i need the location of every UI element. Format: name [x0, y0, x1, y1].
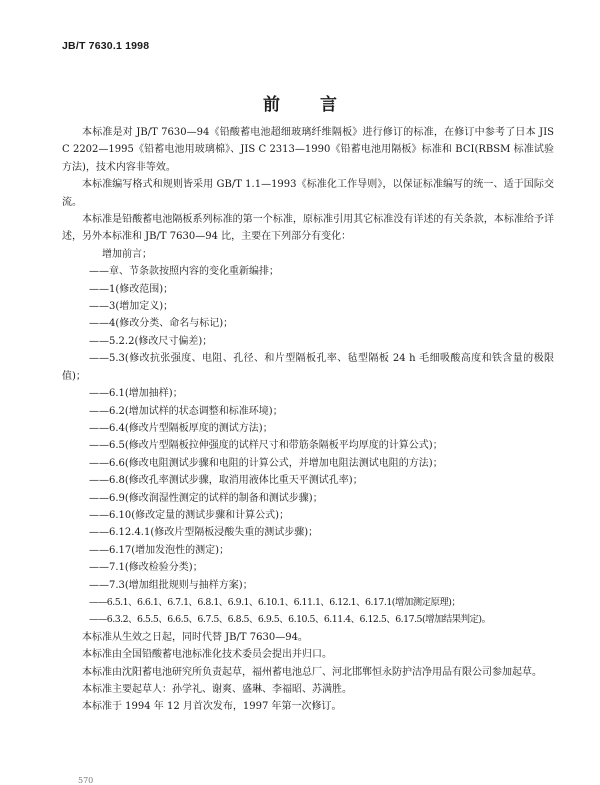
standard-code: JB/T 7630.1 1998 [62, 40, 150, 52]
change-item: ——6.5(修改片型隔板拉伸强度的试样尺寸和带筋条隔板平均厚度的计算公式)； [89, 440, 443, 452]
closing-proposer: 本标准由全国铅酸蓄电池标准化技术委员会提出并归口。 [82, 649, 332, 661]
paragraph-format: 本标准编写格式和规则皆采用 GB/T 1.1—1993《标准化工作导则》，以保证标准编写的统一、适于国际交流。 [62, 179, 554, 208]
paragraph-changes: 本标准是铅酸蓄电池隔板系列标准的第一个标准，原标准引用其它标准没有详述的有关条款，本标准给予详述，另外本标准和 JB/T 7630—94 比，主要在下列部分有变化： [62, 214, 554, 243]
change-item: ——7.3(增加组批规则与抽样方案)； [89, 579, 253, 591]
change-item: ——7.1(修改检验分类)； [89, 562, 203, 574]
foreword-body [62, 124, 554, 716]
change-item: ——6.6(修改电阻测试步骤和电阻的计算公式，并增加电阻法测试电阻的方法)； [89, 457, 443, 469]
closing-authors: 本标准主要起草人：孙学礼、谢爽、盛琳、李福昭、苏满胜。 [82, 684, 352, 695]
change-item: ——6.2(增加试样的状态调整和标准环境)； [89, 405, 283, 417]
change-item: ——6.8(修改孔率测试步骤，取消用液体比重天平测试孔率)； [89, 475, 363, 487]
change-item: ——3(增加定义)； [89, 301, 174, 313]
change-item: ——6.3.2、6.5.5、6.6.5、6.7.5、6.8.5、6.9.5、6.10.5、6.11.4、6.12.5、6.17.5(增加结果判定)。 [89, 614, 491, 626]
change-item: ——6.12.4.1(修改片型隔板浸酸失重的测试步骤)； [89, 527, 319, 539]
change-item: ——4(修改分类、命名与标记)； [89, 318, 234, 330]
paragraph-revision: 本标准是对 JB/T 7630—94《铅酸蓄电池超细玻璃纤维隔板》进行修订的标准，在修订中参考了日本 JIS C 2202—1995《铅蓄电池用玻璃棉》、JIS C 2313—1990《铅蓄电池用隔板》标准和 BCI(RBSM 标准试验方法)，技术内容非等效。 [62, 127, 554, 173]
change-item: ——章、节条款按照内容的变化重新编排； [89, 266, 279, 278]
change-item: ——6.1(增加抽样)； [89, 388, 183, 400]
change-item: ——1(修改范围)； [89, 283, 174, 295]
change-item: ——6.5.1、6.6.1、6.7.1、6.8.1、6.9.1、6.10.1、6.11.1、6.12.1、6.17.1(增加测定原理)； [89, 596, 461, 608]
change-item: ——6.4(修改片型隔板厚度的测试方法)； [89, 422, 273, 434]
closing-drafter: 本标准由沈阳蓄电池研究所负责起草，福州蓄电池总厂、河北邯郸恒永防护洁净用品有限公司参加起草。 [82, 666, 542, 678]
change-item: ——6.10(修改定量的测试步骤和计算公式)； [89, 509, 290, 521]
page-number: 570 [78, 776, 94, 785]
change-item: ——5.3(修改抗张强度、电阻、孔径、和片型隔板孔率、毡型隔板 24 h 毛细吸酸高度和铁含量的极限值)； [62, 353, 554, 382]
closing-history: 本标准于 1994 年 12 月首次发布，1997 年第一次修订。 [82, 701, 342, 713]
change-item: ——5.2.2(修改尺寸偏差)； [89, 335, 213, 347]
changes-intro: 增加前言； [102, 248, 152, 260]
closing-replacement: 本标准从生效之日起，同时代替 JB/T 7630—94。 [82, 631, 308, 643]
page-title: 前言 [263, 95, 377, 115]
change-item: ——6.17(增加发泡性的测定)； [89, 544, 230, 556]
change-item: ——6.9(修改润湿性测定的试样的制备和测试步骤)； [89, 492, 323, 504]
